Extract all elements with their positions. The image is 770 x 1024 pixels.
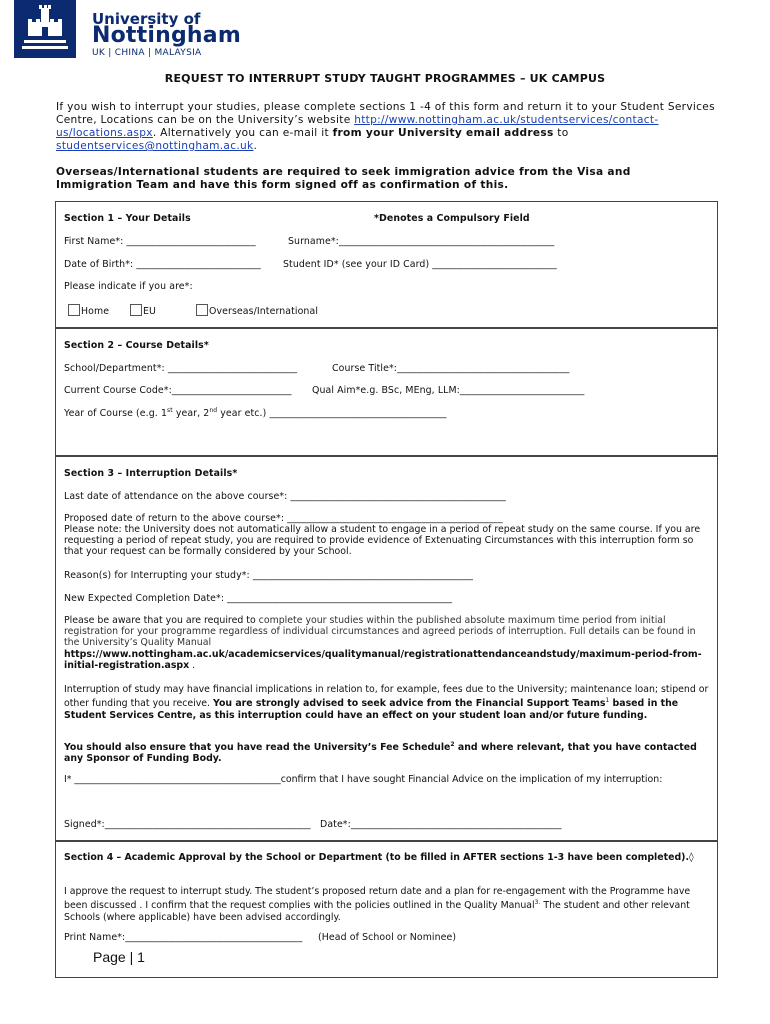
email-link[interactable]: studentservices@nottingham.ac.uk	[56, 140, 254, 152]
first-name-field[interactable]: First Name*: ___________________________	[64, 236, 256, 247]
section3-box	[55, 456, 718, 841]
logo-line2: Nottingham	[92, 23, 241, 48]
aware-text2: complete your studies within the published absolute maximum time period from initial registration for your programme regardless of individual circumstances and agreed periods of interruption. Full details can be found in the University’s Quality Manual	[64, 615, 696, 649]
logo-line1: University of	[92, 10, 201, 28]
year-text-b: year, 2	[172, 408, 210, 420]
head-of-school-label: (Head of School or Nominee)	[318, 932, 457, 943]
financial-paragraph	[64, 684, 709, 721]
section4-heading: Section 4 – Academic Approval by the School or Department (to be filled in AFTER sections 1-3 have been completed).◊	[64, 852, 694, 863]
qual-aim-field[interactable]: Qual Aim*e.g. BSc, MEng, LLM:__________________________	[312, 385, 585, 396]
overseas-note: Overseas/International students are required to seek immigration advice from the Visa and Immigration Team and have this form signed off as confirmation of this.	[56, 166, 631, 191]
section1-heading: Section 1 – Your Details	[64, 213, 191, 224]
school-field[interactable]: School/Department*: ___________________________	[64, 363, 298, 374]
section4-box	[55, 841, 718, 978]
section1-box	[55, 201, 718, 328]
intro-text3: to	[553, 127, 569, 139]
date-field[interactable]: Date*:____________________________________________	[320, 819, 562, 830]
max-time-paragraph	[64, 615, 709, 671]
print-name-field[interactable]: Print Name*:_____________________________________	[64, 932, 303, 943]
financial-sup: 1	[605, 697, 610, 705]
aware-text1: Please be aware that you are required to	[64, 615, 256, 626]
confirm-text: confirm that I have sought Financial Advice on the implication of my interruption:	[280, 774, 663, 785]
eu-checkbox[interactable]	[130, 304, 156, 317]
year-of-course-field[interactable]	[64, 407, 447, 419]
approve-text2: The student and other relevant Schools (where applicable) have been advised accordingly.	[64, 900, 690, 923]
section2-box	[55, 328, 718, 456]
approve-sup: 3.	[534, 899, 541, 907]
course-title-field[interactable]: Course Title*:____________________________________	[332, 363, 570, 374]
fee-text2: and where relevant, that you have contacted any Sponsor of Funding Body.	[64, 742, 697, 765]
last-date-field[interactable]: Last date of attendance on the above course*: _____________________________________________	[64, 491, 506, 502]
completion-date-field[interactable]: New Expected Completion Date*: _______________________________________________	[64, 593, 453, 604]
course-code-field[interactable]: Current Course Code*:_________________________	[64, 385, 292, 396]
checkbox-icon[interactable]	[130, 304, 142, 316]
dob-field[interactable]: Date of Birth*: __________________________	[64, 259, 261, 270]
university-logo	[14, 0, 241, 62]
home-label: Home	[81, 306, 110, 317]
fee-text1: You should also ensure that you have read the University’s Fee Schedule	[64, 742, 451, 754]
eu-label: EU	[143, 306, 156, 317]
year-sup-2: nd	[209, 407, 218, 414]
fee-sup: 2	[450, 741, 455, 748]
fee-schedule-paragraph	[64, 739, 709, 765]
intro-text1: If you wish to interrupt your studies, please complete sections 1 -4 of this form and return it to your Student Services Centre, Locations can be on the University’s website	[56, 101, 715, 126]
overseas-label: Overseas/International	[209, 306, 319, 317]
overseas-checkbox[interactable]	[196, 304, 318, 317]
section3-heading: Section 3 – Interruption Details*	[64, 468, 238, 479]
home-checkbox[interactable]	[68, 304, 109, 317]
confirm-name-field[interactable]: I* ____________________________________________	[64, 774, 281, 785]
year-sup-1: st	[167, 407, 173, 414]
intro-text4: .	[253, 140, 258, 152]
reasons-field[interactable]: Reason(s) for Interrupting your study*: ______________________________________________	[64, 570, 474, 581]
checkbox-icon[interactable]	[68, 304, 80, 316]
crest-icon	[14, 0, 76, 58]
year-text-c: year etc.) _____________________________________	[217, 408, 447, 420]
surname-field[interactable]: Surname*:_____________________________________________	[288, 236, 555, 247]
locations-link[interactable]: http://www.nottingham.ac.uk/studentservices/contact-us/locations.aspx	[56, 114, 659, 139]
logo-line3: UK | CHINA | MALAYSIA	[92, 48, 202, 58]
document-title: REQUEST TO INTERRUPT STUDY TAUGHT PROGRAMMES – UK CAMPUS	[164, 72, 606, 85]
section2-heading: Section 2 – Course Details*	[64, 340, 209, 351]
financial-bold: You are strongly advised to seek advice from the Financial Support Teams	[213, 698, 606, 710]
intro-paragraph	[56, 101, 716, 153]
compulsory-note: *Denotes a Compulsory Field	[374, 213, 530, 224]
confirm-financial-advice[interactable]	[64, 774, 709, 785]
proposed-return-field[interactable]: Proposed date of return to the above course*: _____________________________________________	[64, 513, 503, 524]
approve-text1: I approve the request to interrupt study. The student’s proposed return date and a plan for re-engagement with the Programme have been discussed . I confirm that the request complies with the policies outlined in the Quality Manual	[64, 886, 691, 912]
quality-manual-link[interactable]: https://www.nottingham.ac.uk/academicservices/qualitymanual/registrationattendanceandstudy/maximum-period-from-initial-registration.aspx	[64, 648, 702, 671]
approval-paragraph	[64, 886, 709, 923]
checkbox-icon[interactable]	[196, 304, 208, 316]
intro-text2: . Alternatively you can e-mail it	[152, 127, 333, 139]
aware-end: .	[189, 659, 196, 671]
year-text-a: Year of Course (e.g. 1	[64, 408, 168, 420]
page-number: Page | 1	[93, 949, 145, 965]
intro-bold: from your University email address	[332, 127, 554, 139]
signed-field[interactable]: Signed*:___________________________________________	[64, 819, 311, 830]
financial-bold2: based in the Student Services Centre, as this interruption could have an effect on your student loan and/or future funding.	[64, 698, 679, 721]
repeat-study-note: Please note: the University does not automatically allow a student to engage in a period of repeat study on the same course. If you are requesting a period of repeat study, you are required to provide evidence of Extenuating Circumstances with this interruption form so that your request can be formally considered by your School.	[64, 524, 701, 558]
student-id-field[interactable]: Student ID* (see your ID Card) __________________________	[283, 259, 557, 270]
indicate-label: Please indicate if you are*:	[64, 281, 193, 292]
financial-text: Interruption of study may have financial implications in relation to, for example, fees due to the University; maintenance loan; stipend or other funding that you receive.	[64, 684, 709, 710]
